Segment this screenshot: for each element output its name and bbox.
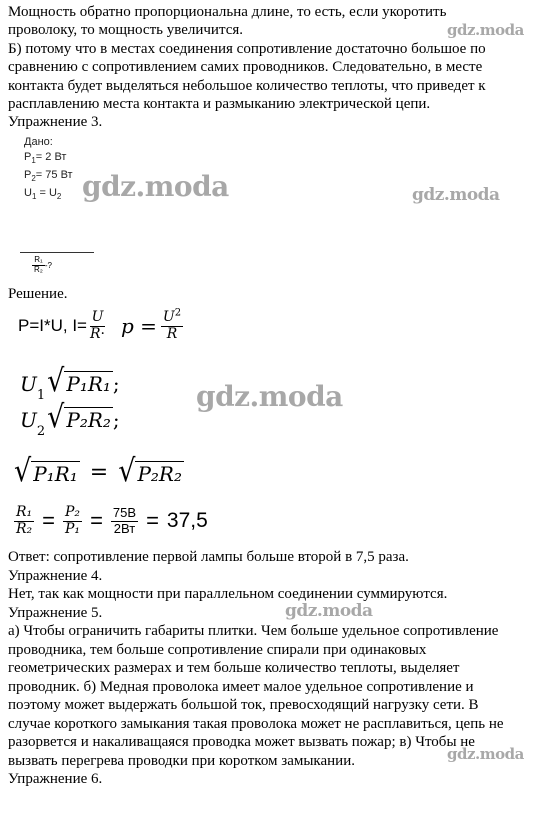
watermark: gdz.moda — [447, 21, 524, 39]
text-line: Мощность обратно пропорциональна длине, то есть, если укоротить — [8, 4, 447, 20]
text-line: контакта будет выделяться небольшое количество теплоты, что приведет к — [8, 78, 486, 94]
text-line: проводника, тем больше сопротивление спирали при одинаковых — [8, 642, 427, 658]
text-line: разорвется и накаливащаяся проводка может вызвать пожар; в) Чтобы не — [8, 734, 475, 750]
given-title: Дано: — [24, 136, 53, 148]
watermark: gdz.moda — [285, 601, 373, 621]
given-divider — [20, 252, 94, 253]
text-line: геометрических размерах и тем больше количество теплоты, выделяет — [8, 660, 460, 676]
text-line: сравнению с сопротивлением самих проводников. Следовательно, в месте — [8, 59, 483, 75]
exercise-heading: Упражнение 5. — [8, 605, 103, 621]
formula-u2: U 2 √ P₂R₂ ; — [20, 399, 120, 439]
formula-power: P=I*U, I= $\frac{U}{R\cdot}$ p = $\frac{U^2}{R}$ — [18, 307, 182, 342]
given-p2: $P_2= 75$ Вт — [24, 169, 73, 184]
watermark: gdz.moda — [412, 185, 500, 205]
formula-equality: √ P₁R₁ = √ P₂R₂ — [14, 453, 182, 490]
text-line: расплавлению места контакта и размыканию электрической цепи. — [8, 96, 431, 112]
text-line: Б) потому что в местах соединения сопротивление достаточно большое по — [8, 41, 486, 57]
exercise-heading: Упражнение 4. — [8, 568, 103, 584]
formula-u1: U 1 √ P₁R₁ ; — [20, 363, 120, 403]
given-block — [24, 136, 73, 202]
text-line: вызвать перегрева проводки при коротком замыкании. — [8, 753, 355, 769]
solution-heading: Решение. — [8, 286, 68, 302]
watermark: gdz.moda — [82, 170, 229, 203]
given-p1: $P_1= 2$ Вт — [24, 151, 67, 166]
watermark: gdz.moda — [196, 380, 343, 413]
formula-ratio: $\frac{\text{R₁}}{\text{R₂}}$ = $\frac{\text{P₂}}{\text{P₁}}$ = $\frac{75В}{2Вт}$ = 37,5 — [16, 504, 208, 537]
text-line: а) Чтобы ограничить габариты плитки. Чем больше удельное сопротивление — [8, 623, 499, 639]
text-line: Ответ: сопротивление первой лампы больше второй в 7,5 раза. — [8, 549, 409, 565]
text-line: поэтому может выдержать большой ток, превосходящий нагрузку сети. В — [8, 697, 479, 713]
watermark: gdz.moda — [447, 745, 524, 763]
given-u: $U_1 = U_2$ — [24, 187, 62, 202]
text-line: проволоку, то мощность увеличится. — [8, 22, 244, 38]
text-line: случае короткого замыкания такая проволока может не расплавиться, цепь не — [8, 716, 504, 732]
exercise-heading: Упражнение 3. — [8, 114, 103, 130]
exercise-heading: Упражнение 6. — [8, 771, 103, 787]
text-line: проводник. б) Медная проволока имеет малое удельное сопротивление и — [8, 679, 474, 695]
text-line: Нет, так как мощности при параллельном соединении суммируются. — [8, 586, 448, 602]
given-find: $\frac{\text{R₁}}{\text{R₂}}$ -? — [34, 255, 53, 274]
